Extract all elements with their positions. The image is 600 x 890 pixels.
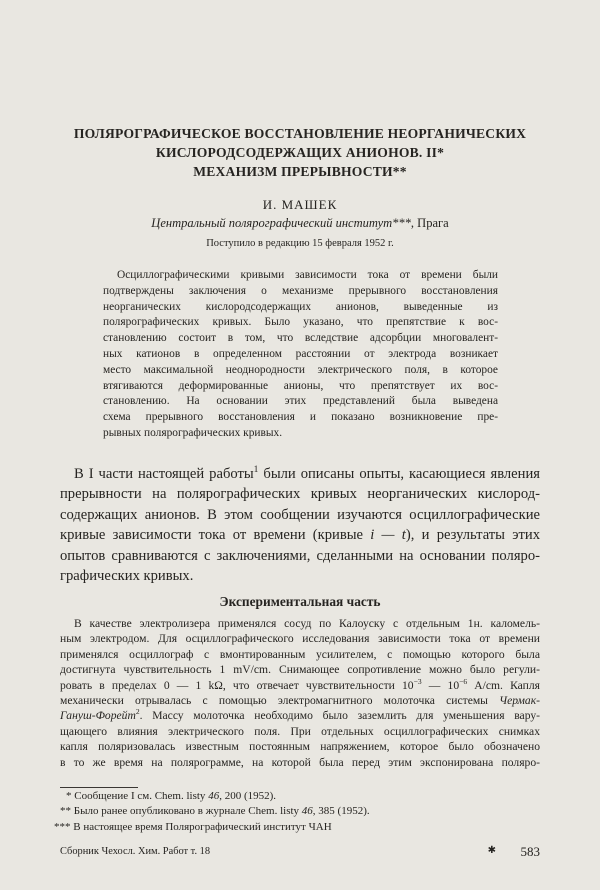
abstract-line: становлению состоит в том, что вследствие адсорбции многовалент- [103,332,498,345]
body-text: . Массу молоточка необходимо было заземлить для уменьшения вару- [139,709,540,723]
exponent: −6 [459,676,468,686]
intro-line: прерывности на полярографических кривых неорганических кислород- [60,486,540,503]
exponent: −3 [413,676,422,686]
affiliation-institute: Центральный полярографический институт*** [151,216,411,230]
body-line: В качестве электролизера применялся сосуд по Калоуску с отдельным 1н. каломель- [74,617,540,630]
footnotes [54,789,540,835]
body-text: механически отрывалась с помощью электромагнитного молоточка системы [60,694,500,708]
body-text: — 10 [421,678,460,692]
body-line [60,693,540,708]
title-line-2: КИСЛОРОДСОДЕРЖАЩИХ АНИОНОВ. II* [155,145,445,160]
title-line-3: МЕХАНИЗМ ПРЕРЫВНОСТИ** [193,164,407,179]
section-heading: Экспериментальная часть [219,594,381,609]
body-line: щающего влияния электрического поля. При отдельных осциллографических снимках [60,724,540,738]
abstract-line: рывных полярографических кривых. [103,426,283,439]
intro-line [60,464,540,484]
abstract-line: полярографических кривых. Было указано, что препятствие к вос- [103,316,498,329]
footnote-italic: 46 [208,790,220,802]
abstract-line: схема прерывного восстановления и показано возникновение пре- [103,411,498,424]
experimental-text [60,616,540,770]
abstract-line: ных катионов в определенном расстоянии от электрода возникает [103,347,498,360]
star-mark: ✱ [487,845,496,856]
reference-mark: 2 [135,707,140,717]
abstract-line: втягиваются деформированные анионы, что препятствует их вос- [103,379,498,392]
intro-line [60,525,540,545]
affiliation [0,216,600,231]
body-line: применялся осциллограф с вмонтированным усилителем, с помощью которого была [60,647,540,661]
abstract-line: место максимальной неоднородности электрического поля, в которое [103,363,498,376]
body-line: достигнута чувствительность 1 mV/cm. Снимающее сопротивление можно было регули- [60,663,540,677]
affiliation-city: , Прага [410,216,449,230]
body-text: A/cm. Капля [467,678,540,692]
math-expression: i — t [370,527,406,544]
page-number: 583 [520,844,540,859]
abstract-line: становлению. На основании этих представлений была выведена [103,395,498,408]
title-line-1: ПОЛЯРОГРАФИЧЕСКОЕ ВОССТАНОВЛЕНИЕ НЕОРГАНИЧЕСКИХ [73,126,527,141]
footnote-1 [60,789,540,804]
abstract [103,268,498,442]
footnote-2 [60,804,540,819]
page-footer [60,846,540,857]
body-italic: Чермак- [499,694,540,708]
footnote-3: *** В настоящее время Полярографический институт ЧАН [54,820,332,833]
abstract-line: подтверждены заключения о механизме прерывного восстановления [103,284,498,297]
intro-text: ), и результаты этих [405,527,540,544]
footnote-rule [60,787,138,788]
journal-name: Сборник Чехосл. Хим. Работ т. 18 [60,846,211,857]
body-italic: Гануш-Форейт [60,709,136,723]
body-line: ным электродом. Для осциллографического исследования зависимости тока от времени [60,632,540,646]
intro-line: содержащих анионов. В этом сообщении изучаются осциллографические [60,506,540,523]
abstract-line: Осциллографическими кривыми зависимости тока от времени были [117,269,498,281]
intro-line: опытов сравниваются с заключениями, сделанными на основании поляро- [60,547,540,564]
intro-text: были описаны опыты, касающиеся явления [258,466,540,482]
intro-line: графических кривых. [60,568,194,585]
footnote-italic: 46 [301,805,313,818]
footnote-text: * Сообщение I см. Chem. listy [66,790,209,802]
received-date: Поступило в редакцию 15 февраля 1952 г. [206,238,394,249]
body-line [60,708,540,723]
body-line: в то же время на полярограмме, на которой была перед этим экспонирована поляро- [60,755,540,769]
body-line: капля поляризовалась известным постоянным напряжением, которое было обозначено [60,740,540,754]
author-name: И. МАШЕК [262,197,338,212]
article-title [40,124,560,181]
intro-text: В I части настоящей работы [74,466,254,482]
abstract-line: неорганических кислородсодержащих анионов, выведенные из [103,300,498,313]
footnote-text: , 200 (1952). [219,790,277,802]
reference-mark: 1 [253,465,259,476]
body-text: ровать в пределах 0 — 1 kΩ, что отвечает чувствительности 10 [60,678,414,692]
intro-text: кривые зависимости тока от времени (кривые [60,527,371,544]
intro-paragraph [60,464,540,586]
body-line [60,678,540,693]
footnote-text: ** Было ранее опубликовано в журнале Chem. listy [60,805,302,818]
footnote-text: , 385 (1952). [312,805,370,818]
